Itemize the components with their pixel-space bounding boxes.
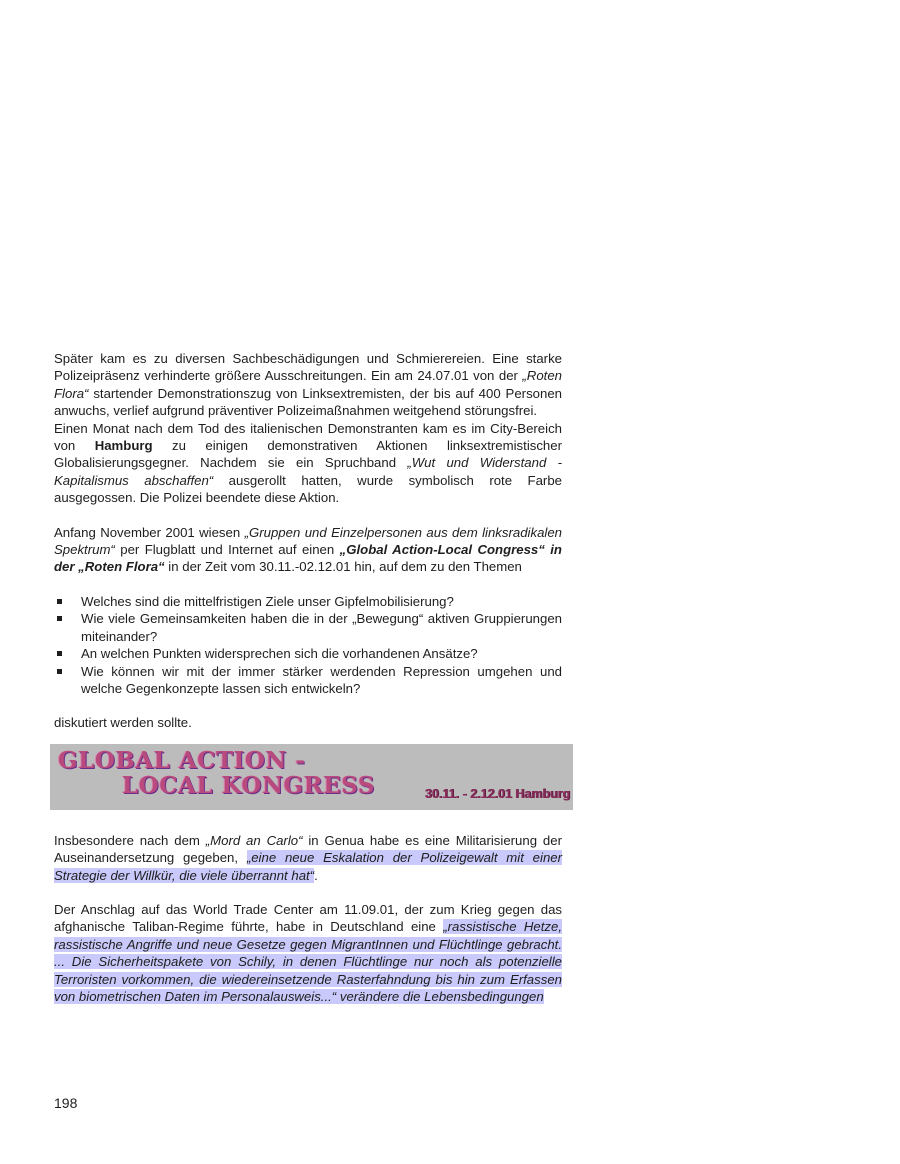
text: zu einigen demonstrativen Aktionen linksextremistischer Globalisierungsgegner. Nachdem sie ein Spruchband [54, 438, 562, 471]
text: Der Anschlag auf das World Trade Center am 11.09.01, der zum Krieg gegen das afghanische Taliban-Regime führte, habe in Deutschland eine [54, 901, 562, 935]
banner-line-2: LOCAL KONGRESS [122, 771, 375, 799]
congress-banner-image [50, 744, 573, 810]
page-body [54, 350, 570, 1005]
paragraph-sachbeschaedigungen [54, 350, 562, 420]
highlighted-quote: „rassistische Hetze, rassistische Angriffe und neue Gesetze gegen MigrantInnen und Flüchtlinge gebracht. ... Die Sicherheitspakete von Schily, in denen Flüchtlinge nur noch als potenzielle Terroristen vorkommen, die wiedereinsetzende Rasterfahndung bis hin zum Erfassen von biometrischen Daten im Personalausweis...“ verändere die Lebensbedingungen [54, 919, 562, 1004]
quote-mord-an-carlo: „Mord an Carlo“ [205, 832, 303, 848]
paragraph-hamburg-aktion [54, 420, 562, 507]
paragraph-mord-an-carlo [54, 832, 562, 884]
list-item: Wie viele Gemeinsamkeiten haben die in der „Bewegung“ aktiven Gruppierungen miteinander? [54, 610, 562, 645]
paragraph-world-trade-center [54, 901, 562, 1005]
list-item: An welchen Punkten widersprechen sich die vorhandenen Ansätze? [54, 645, 562, 662]
text: Später kam es zu diversen Sachbeschädigungen und Schmierereien. Eine starke Polizeipräsenz verhinderte größere Ausschreitungen. Ein am 24.07.01 von der [54, 351, 562, 384]
quote-congress-name: „Global Action-Local Congress“ in der „Roten Flora“ [54, 542, 562, 575]
text: startender Demonstrationszug von Linksextremisten, der bis auf 400 Personen anwuchs, verlief aufgrund präventiver Polizeimaßnahmen weitgehend störungsfrei. [54, 385, 562, 419]
paragraph-kongress-ankuendigung [54, 524, 562, 576]
highlighted-quote: „eine neue Eskalation der Polizeigewalt mit einer Strategie der Willkür, die viele überrannt hat“ [54, 850, 562, 883]
quote-roten-flora: „Roten Flora“ [54, 368, 562, 401]
quote-gruppen: „Gruppen und Einzelpersonen aus dem linksradikalen Spektrum“ [54, 524, 562, 558]
banner-line-1: GLOBAL ACTION - [58, 746, 306, 774]
text: Einen Monat nach dem Tod des italienischen Demonstranten kam es im City-Bereich von [54, 420, 562, 454]
list-item: Wie können wir mit der immer stärker werdenden Repression umgehen und welche Gegenkonzepte lassen sich entwickeln? [54, 663, 562, 698]
text: per Flugblatt und Internet auf einen [114, 542, 340, 558]
text: ausgerollt hatten, wurde symbolisch rote Farbe ausgegossen. Die Polizei beendete diese Aktion. [54, 472, 562, 506]
text: Insbesondere nach dem [54, 832, 206, 848]
text: Anfang November 2001 wiesen [54, 524, 245, 540]
text: . [314, 867, 318, 883]
page-number: 198 [54, 1095, 78, 1111]
paragraph-diskutiert: diskutiert werden sollte. [54, 715, 192, 731]
text: in Genua habe es eine Militarisierung der Auseinandersetzung gegeben, [54, 832, 562, 866]
list-item: Welches sind die mittelfristigen Ziele unser Gipfelmobilisierung? [54, 593, 562, 610]
text: in der Zeit vom 30.11.-02.12.01 hin, auf dem zu den Themen [164, 559, 522, 575]
city-hamburg: Hamburg [94, 438, 153, 454]
topic-list [54, 593, 562, 697]
banner-date: 30.11. - 2.12.01 Hamburg [424, 787, 570, 802]
quote-spruchband: „Wut und Widerstand - Kapitalismus abschaffen“ [54, 455, 562, 488]
